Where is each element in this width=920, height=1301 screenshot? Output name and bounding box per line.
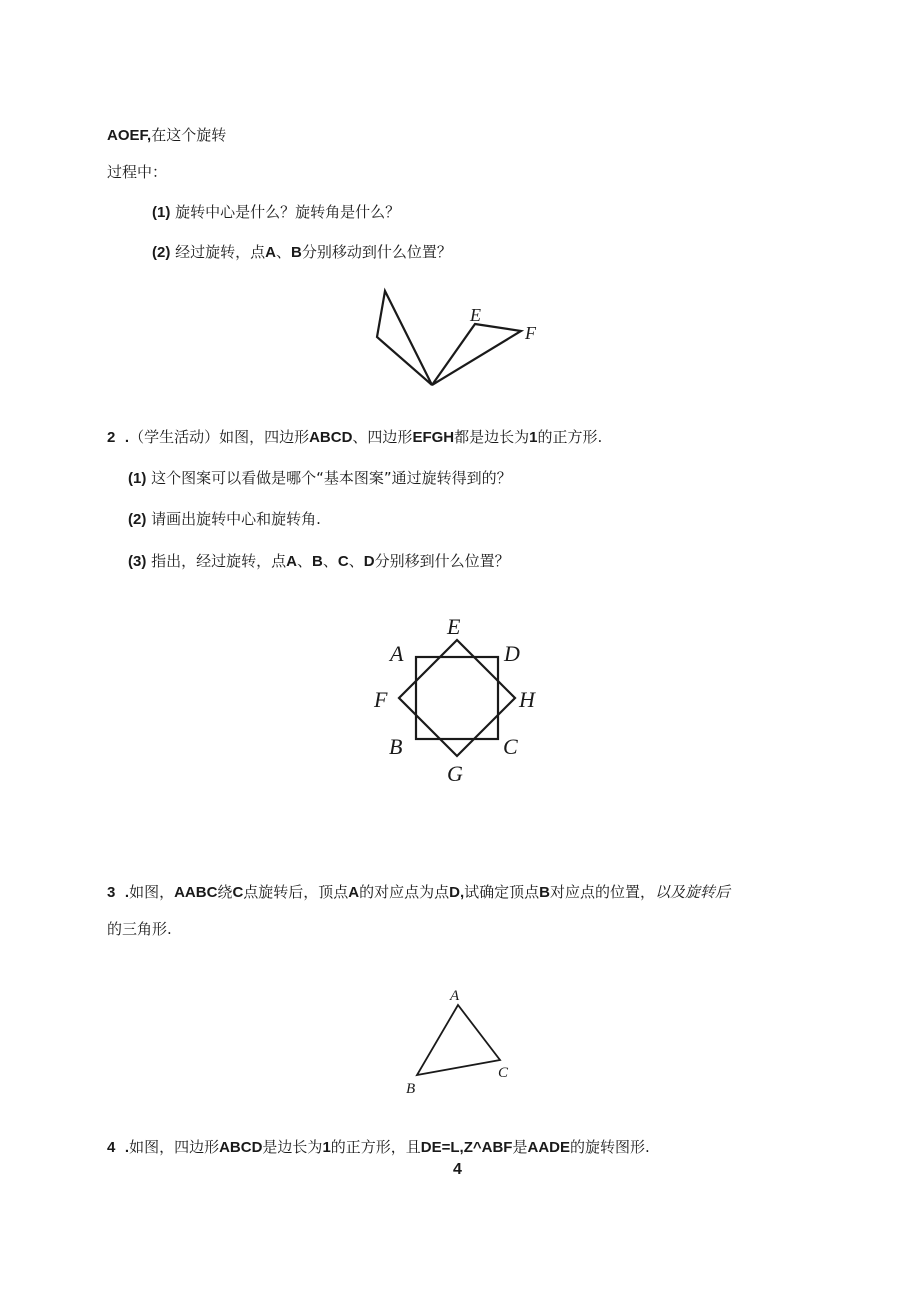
fig1-label-f: F [525, 323, 536, 343]
fig2-label-d: D [504, 641, 520, 666]
fig3-label-a: A [450, 988, 460, 1004]
fig2-label-c: C [503, 734, 518, 759]
q2-item-1: (1) 这个图案可以看做是哪个“基本图案”通过旋转得到的？ [128, 469, 512, 487]
fig2-label-g: G [447, 761, 463, 786]
q2-item-2: (2) 请画出旋转中心和旋转角. [128, 510, 321, 528]
q2-item-3: (3) 指出，经过旋转，点A、B、C、D分别移到什么位置？ [128, 552, 510, 570]
intro-line-2: 过程中： [107, 163, 168, 181]
page-number: 4 [453, 1161, 462, 1178]
fig2-label-e: E [447, 614, 461, 639]
fig2-label-b: B [389, 734, 403, 759]
q1-item-1: (1) 旋转中心是什么？旋转角是什么？ [152, 203, 401, 221]
fig2-label-a: A [390, 641, 404, 666]
q3-stem-line-2: 的三角形. [107, 920, 172, 938]
q4-stem: 4 .如图，四边形ABCD是边长为1的正方形，且DE=L,Z^ABF是AADE的旋转图形. [107, 1138, 650, 1156]
q1-item-2: (2) 经过旋转，点A、B分别移动到什么位置？ [152, 243, 452, 261]
q3-stem-line-1: 3 .如图，AABC绕C点旋转后，顶点A的对应点为点D,试确定顶点B对应点的位置，以及旋转后 [107, 883, 731, 901]
triangle-aoef-label: AOEF, [107, 127, 152, 144]
fig1-label-e: E [470, 305, 481, 325]
q2-stem: 2 .（学生活动）如图，四边形ABCD、四边形EFGH都是边长为1的正方形. [107, 428, 603, 446]
fig2-label-h: H [519, 687, 535, 712]
triangle-abc [417, 1005, 500, 1075]
fig3-label-c: C [498, 1065, 509, 1081]
fig2-label-f: F [374, 687, 388, 712]
intro-line-1: AOEF,在这个旋转 [107, 126, 227, 144]
fig3-label-b: B [406, 1081, 416, 1097]
